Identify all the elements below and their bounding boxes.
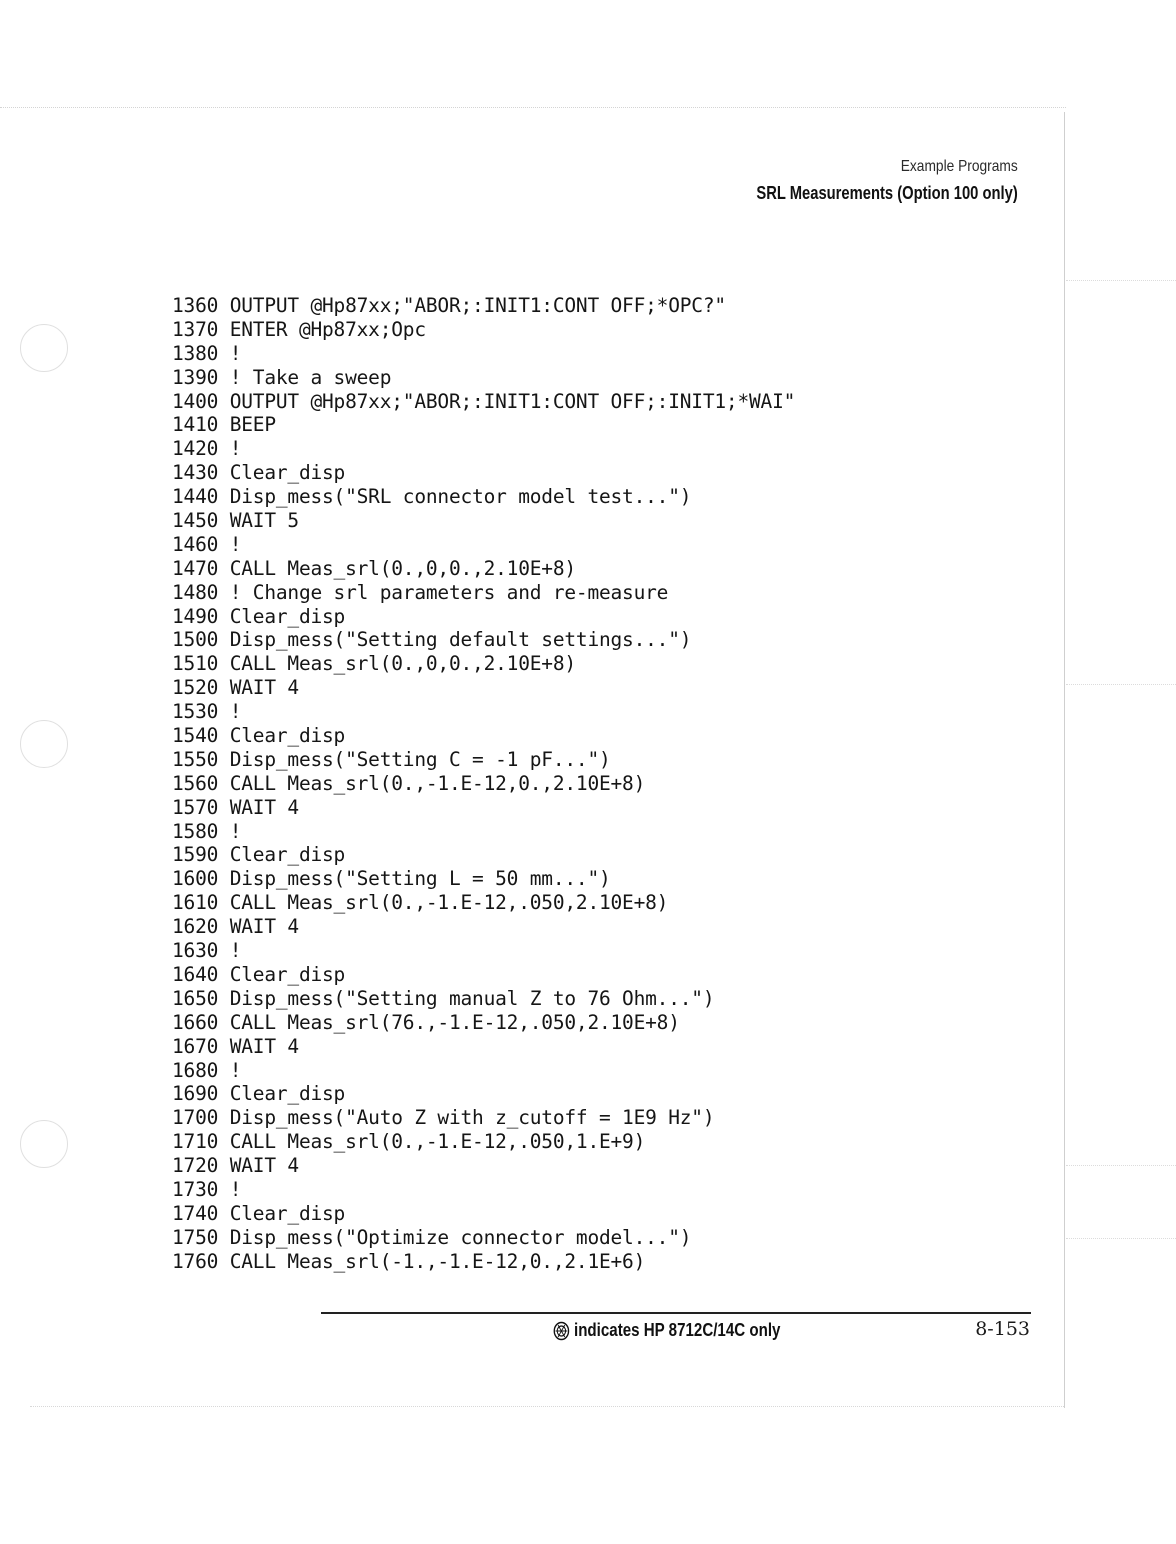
- footer-rule: [321, 1312, 1031, 1314]
- code-line: 1480 ! Change srl parameters and re-measure: [172, 580, 669, 604]
- scan-edge-top: [0, 107, 1066, 108]
- code-line: 1490 Clear_disp: [172, 604, 346, 628]
- code-line: 1380 !: [172, 341, 242, 365]
- code-line: 1470 CALL Meas_srl(0.,0,0.,2.10E+8): [172, 556, 576, 580]
- code-line: 1410 BEEP: [172, 413, 276, 437]
- code-line: 1560 CALL Meas_srl(0.,-1.E-12,0.,2.10E+8): [172, 771, 646, 795]
- code-line: 1740 Clear_disp: [172, 1201, 346, 1225]
- hp-logo-icon: [553, 1321, 570, 1341]
- code-line: 1510 CALL Meas_srl(0.,0,0.,2.10E+8): [172, 652, 576, 676]
- scan-edge-right: [1064, 112, 1065, 1408]
- punch-hole: [20, 1120, 68, 1168]
- code-line: 1750 Disp_mess("Optimize connector model..."): [172, 1225, 692, 1249]
- code-line: 1390 ! Take a sweep: [172, 365, 392, 389]
- code-line: 1580 !: [172, 819, 242, 843]
- punch-hole: [20, 720, 68, 768]
- code-line: 1620 WAIT 4: [172, 915, 299, 939]
- code-line: 1430 Clear_disp: [172, 461, 346, 485]
- scan-tick: [1066, 684, 1176, 685]
- code-line: 1540 Clear_disp: [172, 724, 346, 748]
- scan-tick: [1066, 1238, 1176, 1239]
- footer-note-text: indicates HP 8712C/14C only: [574, 1320, 781, 1340]
- code-line: 1590 Clear_disp: [172, 843, 346, 867]
- running-header: [699, 154, 1018, 206]
- scan-edge-bottom: [30, 1406, 1064, 1407]
- scan-tick: [1066, 1165, 1176, 1166]
- code-line: 1460 !: [172, 532, 242, 556]
- code-line: 1370 ENTER @Hp87xx;Opc: [172, 317, 426, 341]
- code-line: 1400 OUTPUT @Hp87xx;"ABOR;:INIT1:CONT OFF;:INIT1;*WAI": [172, 389, 796, 413]
- code-line: 1610 CALL Meas_srl(0.,-1.E-12,.050,2.10E+8): [172, 891, 669, 915]
- section-title: SRL Measurements (Option 100 only): [756, 183, 1018, 203]
- code-line: 1640 Clear_disp: [172, 962, 346, 986]
- code-line: 1680 !: [172, 1058, 242, 1082]
- code-line: 1450 WAIT 5: [172, 509, 299, 533]
- code-line: 1420 !: [172, 437, 242, 461]
- page-number: 8-153: [975, 1318, 1030, 1340]
- code-line: 1360 OUTPUT @Hp87xx;"ABOR;:INIT1:CONT OFF;*OPC?": [172, 294, 726, 317]
- code-line: 1500 Disp_mess("Setting default settings..."): [172, 628, 692, 652]
- code-line: 1600 Disp_mess("Setting L = 50 mm..."): [172, 867, 611, 891]
- code-line: 1760 CALL Meas_srl(-1.,-1.E-12,0.,2.1E+6): [172, 1249, 646, 1273]
- code-line: 1710 CALL Meas_srl(0.,-1.E-12,.050,1.E+9): [172, 1130, 646, 1154]
- code-line: 1520 WAIT 4: [172, 676, 299, 700]
- code-line: 1550 Disp_mess("Setting C = -1 pF..."): [172, 747, 611, 771]
- code-line: 1440 Disp_mess("SRL connector model test..."): [172, 485, 692, 509]
- code-line: 1690 Clear_disp: [172, 1082, 346, 1106]
- code-line: 1720 WAIT 4: [172, 1154, 299, 1178]
- code-line: 1660 CALL Meas_srl(76.,-1.E-12,.050,2.10E+8): [172, 1010, 680, 1034]
- scan-tick: [1066, 280, 1176, 281]
- code-line: 1730 !: [172, 1177, 242, 1201]
- code-line: 1700 Disp_mess("Auto Z with z_cutoff = 1E9 Hz"): [172, 1106, 715, 1130]
- code-line: 1630 !: [172, 939, 242, 963]
- chapter-title: Example Programs: [900, 158, 1018, 175]
- code-line: 1650 Disp_mess("Setting manual Z to 76 Ohm..."): [172, 986, 715, 1010]
- punch-hole: [20, 324, 68, 372]
- code-line: 1670 WAIT 4: [172, 1034, 299, 1058]
- code-line: 1530 !: [172, 700, 242, 724]
- footer-note: [553, 1320, 780, 1341]
- program-listing: [172, 294, 795, 1274]
- code-line: 1570 WAIT 4: [172, 795, 299, 819]
